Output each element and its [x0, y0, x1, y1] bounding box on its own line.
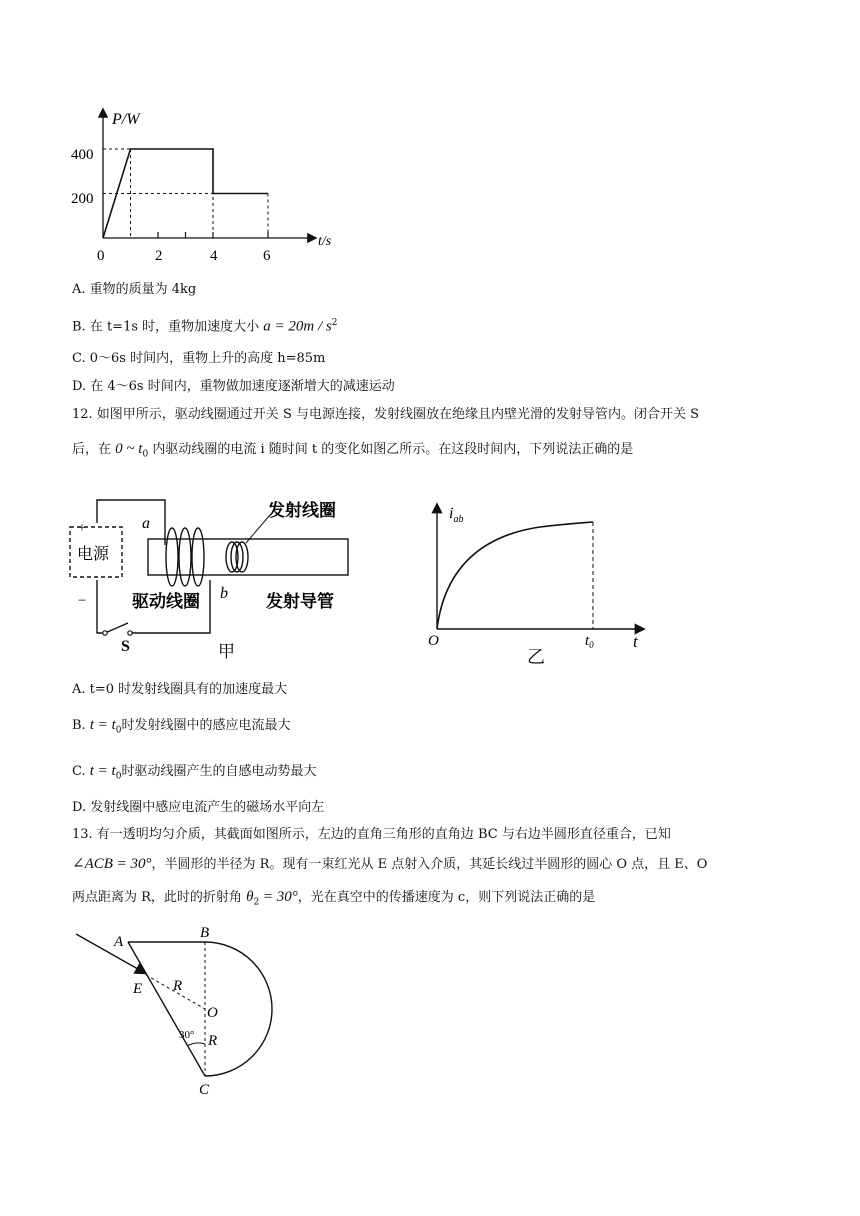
point-B-label: B — [200, 925, 210, 941]
coil-loop-3 — [192, 528, 204, 586]
y-axis-label: P/W — [112, 111, 140, 128]
circuit-diagram — [60, 485, 360, 670]
q12-option-b — [72, 716, 291, 740]
q11-option-b-exponent: 2 — [331, 318, 338, 328]
q13-stem-line3 — [72, 888, 595, 912]
q11-option-b — [72, 314, 338, 336]
terminal-b: b — [220, 585, 228, 602]
q12-stem-line2 — [72, 440, 633, 464]
coil-loop-2 — [179, 528, 191, 586]
current-curve — [437, 522, 593, 629]
q12-option-a: A. t=0 时发射线圈具有的加速度最大 — [72, 682, 288, 697]
launch-coil-label: 发射线圈 — [268, 501, 336, 520]
minus-sign: − — [78, 593, 87, 609]
x-axis-label: t/s — [318, 234, 332, 249]
launch-tube-label: 发射导管 — [266, 592, 334, 611]
q12-option-c-sub: 0 — [115, 771, 122, 782]
i-axis-label: $i_{ab}$ — [449, 505, 464, 525]
angle-30-label: 30° — [179, 1029, 195, 1041]
x-tick-4: 4 — [210, 248, 218, 264]
switch-lever — [105, 623, 128, 633]
wire-bottom-left — [97, 580, 105, 633]
q11-option-b-text: B. 在 t=1s 时，重物加速度大小 — [72, 319, 260, 335]
wire-top-left — [97, 500, 165, 545]
q11-option-d: D. 在 4～6s 时间内，重物做加速度逐渐增大的减速运动 — [72, 379, 395, 394]
q12-option-c — [72, 762, 316, 786]
q11-option-b-formula: a = 20m / s — [263, 318, 332, 335]
drive-coil-label: 驱动线圈 — [132, 592, 200, 611]
q13-theta-sub: 2 — [253, 897, 260, 908]
angle-arc — [187, 1043, 205, 1046]
figure-jia-caption: 甲 — [218, 642, 235, 661]
q12-stem-text-b: 内驱动线圈的电流 i 随时间 t 的变化如图乙所示。在这段时间内，下列说法正确的是 — [152, 442, 634, 457]
radius-label-EO: R — [173, 978, 183, 994]
switch-contact-right — [128, 631, 132, 635]
q12-stem-formula-sub: 0 — [142, 449, 149, 460]
power-time-graph-svg — [60, 100, 350, 270]
y-tick-400: 400 — [71, 147, 94, 163]
q12-stem-formula: 0 ~ t — [115, 441, 143, 457]
q12-option-c-formula: t = t — [89, 763, 116, 779]
edge-AC — [128, 942, 205, 1076]
coil-loop-1 — [166, 528, 178, 586]
t0-label: $t_0$ — [585, 633, 594, 650]
current-graph-svg — [415, 495, 655, 670]
q13-angle-formula: ∠ACB = 30° — [72, 856, 152, 872]
q12-option-b-prefix: B. — [72, 718, 86, 733]
q12-option-d: D. 发射线圈中感应电流产生的磁场水平向左 — [72, 800, 325, 815]
q13-stem-line3-a: 两点距离为 R，此时的折射角 — [72, 890, 242, 905]
q11-option-a: A. 重物的质量为 4kg — [72, 282, 197, 297]
power-time-graph — [60, 100, 350, 270]
q13-stem-line3-b: ，光在真空中的传播速度为 c，则下列说法正确的是 — [297, 890, 596, 905]
q12-option-b-sub: 0 — [115, 725, 122, 736]
q13-theta: θ — [246, 889, 254, 905]
switch-contact-left — [103, 631, 107, 635]
origin-label: O — [428, 633, 439, 649]
q12-option-b-formula: t = t — [89, 717, 116, 733]
x-tick-2: 2 — [155, 248, 163, 264]
q13-stem-line1: 13. 有一透明均匀介质，其截面如图所示，左边的直角三角形的直角边 BC 与右边半圆形直径重合，已知 — [72, 827, 671, 842]
figure-yi-current-graph — [415, 495, 655, 670]
terminal-a: a — [142, 515, 150, 532]
switch-label: S — [121, 638, 130, 655]
power-label: 电源 — [77, 546, 110, 563]
q12-option-b-text: 时发射线圈中的感应电流最大 — [121, 718, 291, 733]
q13-theta-value: = 30° — [259, 889, 298, 905]
plus-sign: + — [78, 521, 86, 536]
x-tick-0: 0 — [97, 248, 105, 264]
q12-option-c-text: 时驱动线圈产生的自感电动势最大 — [121, 764, 317, 779]
t-axis-label: t — [633, 632, 638, 651]
prism-diagram — [66, 920, 306, 1100]
q13-stem-line2 — [72, 855, 707, 874]
point-O-label: O — [207, 1005, 218, 1021]
q12-stem-text-a: 后，在 — [72, 442, 112, 457]
q12-stem-line1: 12. 如图甲所示，驱动线圈通过开关 S 与电源连接，发射线圈放在绝缘且内壁光滑的发射导管内。闭合开关 S — [72, 407, 700, 422]
y-tick-200: 200 — [71, 191, 94, 207]
radius-label-OC: R — [208, 1033, 218, 1049]
q13-stem-line2-text: ，半圆形的半径为 R。现有一束红光从 E 点射入介质，其延长线过半圆形的圆心 O 点，且 E、O — [151, 857, 708, 872]
point-E-label: E — [133, 981, 143, 997]
figure-prism-semicircle — [66, 920, 306, 1100]
point-A-label: A — [114, 934, 124, 950]
x-tick-6: 6 — [263, 248, 271, 264]
q11-option-c: C. 0～6s 时间内，重物上升的高度 h=85m — [72, 351, 326, 366]
q12-option-c-prefix: C. — [72, 764, 86, 779]
figure-yi-caption: 乙 — [527, 647, 545, 667]
figure-jia-circuit — [60, 485, 360, 670]
point-C-label: C — [199, 1082, 210, 1098]
